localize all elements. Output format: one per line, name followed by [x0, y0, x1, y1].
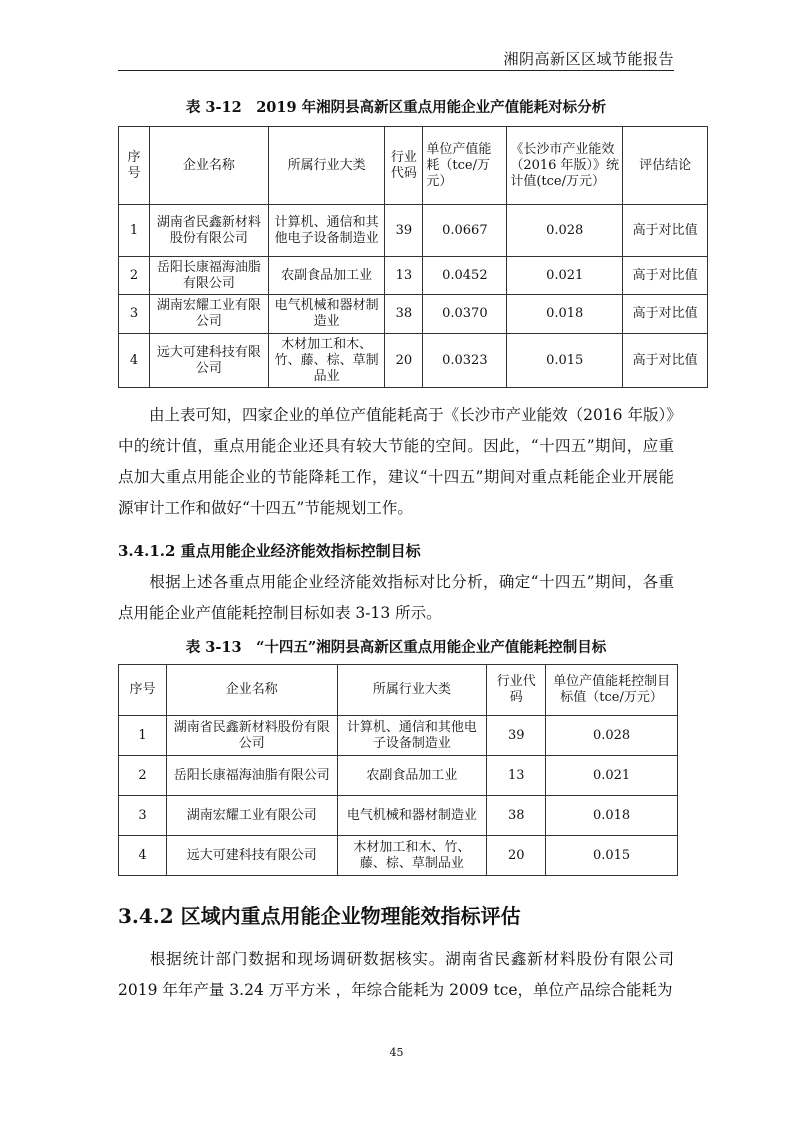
- table1-header-cell: 评估结论: [623, 127, 708, 205]
- table-cell: 高于对比值: [623, 257, 708, 295]
- table-cell: 3: [119, 295, 150, 334]
- table-cell: 2: [119, 257, 150, 295]
- table-cell: 0.021: [546, 756, 678, 796]
- table-cell: 2: [119, 756, 167, 796]
- table-cell: 0.0452: [423, 257, 507, 295]
- table-cell: 木材加工和木、竹、藤、棕、草制品业: [337, 836, 487, 876]
- table-cell: 高于对比值: [623, 295, 708, 334]
- table-cell: 20: [487, 836, 546, 876]
- table2-header-cell: 序号: [119, 665, 167, 716]
- table-cell: 0.018: [507, 295, 623, 334]
- table1-header-cell: 所属行业大类: [268, 127, 385, 205]
- table-row: [119, 295, 708, 334]
- table-cell: 13: [487, 756, 546, 796]
- table1-header-cell: 单位产值能耗（tce/万元）: [423, 127, 507, 205]
- section-heading-3-4-2: 3.4.2 区域内重点用能企业物理能效指标评估: [118, 904, 521, 928]
- table-cell: 高于对比值: [623, 334, 708, 388]
- table1: [118, 126, 708, 388]
- paragraph-analysis: [118, 400, 674, 524]
- table-row: [119, 257, 708, 295]
- table-row: [119, 716, 678, 756]
- page-header: [118, 44, 674, 71]
- table-cell: 0.028: [546, 716, 678, 756]
- table-cell: 0.0323: [423, 334, 507, 388]
- paragraph-targets: [118, 567, 674, 629]
- table-cell: 3: [119, 796, 167, 836]
- paragraph-text: 根据统计部门数据和现场调研数据核实。湖南省民鑫新材料股份有限公司 2019 年年产量 3.24 万平方米 ，年综合能耗为 2009 tce，单位产品综合能耗为: [118, 950, 674, 999]
- table-cell: 木材加工和木、竹、藤、棕、草制品业: [268, 334, 385, 388]
- table-cell: 岳阳长康福海油脂有限公司: [149, 257, 268, 295]
- table2-caption: 表 3-13 “十四五”湘阴县高新区重点用能企业产值能耗控制目标: [185, 639, 607, 656]
- table-row: [119, 334, 708, 388]
- table1-header-row: [119, 127, 708, 205]
- table-cell: 电气机械和器材制造业: [337, 796, 487, 836]
- table-cell: 湖南宏耀工业有限公司: [149, 295, 268, 334]
- paragraph-physical-indicators: [118, 944, 674, 1006]
- table1-header-cell: 序号: [119, 127, 150, 205]
- table-cell: 39: [487, 716, 546, 756]
- table-cell: 湖南省民鑫新材料股份有限公司: [149, 205, 268, 257]
- table-cell: 0.028: [507, 205, 623, 257]
- table-cell: 13: [385, 257, 423, 295]
- table-row: [119, 836, 678, 876]
- table-cell: 38: [487, 796, 546, 836]
- table2: [118, 664, 678, 876]
- table-cell: 0.015: [507, 334, 623, 388]
- table-cell: 农副食品加工业: [337, 756, 487, 796]
- table-cell: 4: [119, 334, 150, 388]
- table-cell: 计算机、通信和其他电子设备制造业: [268, 205, 385, 257]
- table-cell: 远大可建科技有限公司: [149, 334, 268, 388]
- table2-header-cell: 所属行业大类: [337, 665, 487, 716]
- table-cell: 湖南省民鑫新材料股份有限公司: [166, 716, 337, 756]
- table-cell: 4: [119, 836, 167, 876]
- table-cell: 0.0667: [423, 205, 507, 257]
- table-cell: 1: [119, 716, 167, 756]
- table-cell: 0.018: [546, 796, 678, 836]
- table-cell: 0.021: [507, 257, 623, 295]
- subheading-3-4-1-2: 3.4.1.2 重点用能企业经济能效指标控制目标: [118, 542, 421, 560]
- table-cell: 0.0370: [423, 295, 507, 334]
- table-cell: 39: [385, 205, 423, 257]
- table-cell: 农副食品加工业: [268, 257, 385, 295]
- table-cell: 1: [119, 205, 150, 257]
- table-cell: 20: [385, 334, 423, 388]
- paragraph-text: 根据上述各重点用能企业经济能效指标对比分析，确定“十四五”期间，各重点用能企业产值能耗控制目标如表 3-13 所示。: [118, 573, 674, 622]
- table-cell: 湖南宏耀工业有限公司: [166, 796, 337, 836]
- table2-header-cell: 行业代码: [487, 665, 546, 716]
- table1-caption: 表 3-12 2019 年湘阴县高新区重点用能企业产值能耗对标分析: [185, 99, 607, 116]
- table-cell: 38: [385, 295, 423, 334]
- table-cell: 远大可建科技有限公司: [166, 836, 337, 876]
- table2-header-row: [119, 665, 678, 716]
- table-row: [119, 205, 708, 257]
- table-row: [119, 756, 678, 796]
- table-row: [119, 796, 678, 836]
- table2-header-cell: 企业名称: [166, 665, 337, 716]
- table-cell: 电气机械和器材制造业: [268, 295, 385, 334]
- table2-header-cell: 单位产值能耗控制目标值（tce/万元）: [546, 665, 678, 716]
- table1-header-cell: 《长沙市产业能效（2016 年版）》统计值(tce/万元）: [507, 127, 623, 205]
- table1-header-cell: 企业名称: [149, 127, 268, 205]
- table-cell: 0.015: [546, 836, 678, 876]
- table-cell: 计算机、通信和其他电子设备制造业: [337, 716, 487, 756]
- table1-header-cell: 行业代码: [385, 127, 423, 205]
- table-cell: 高于对比值: [623, 205, 708, 257]
- table-cell: 岳阳长康福海油脂有限公司: [166, 756, 337, 796]
- page-number: 45: [389, 1046, 404, 1059]
- paragraph-text: 由上表可知，四家企业的单位产值能耗高于《长沙市产业能效（2016 年版）》中的统计值，重点用能企业还具有较大节能的空间。因此，“十四五”期间，应重点加大重点用能企业的节能降耗工作，建议“十四五”期间对重点耗能企业开展能源审计工作和做好“十四五”节能规划工作。: [118, 406, 674, 517]
- header-title: 湘阴高新区区域节能报告: [503, 50, 674, 68]
